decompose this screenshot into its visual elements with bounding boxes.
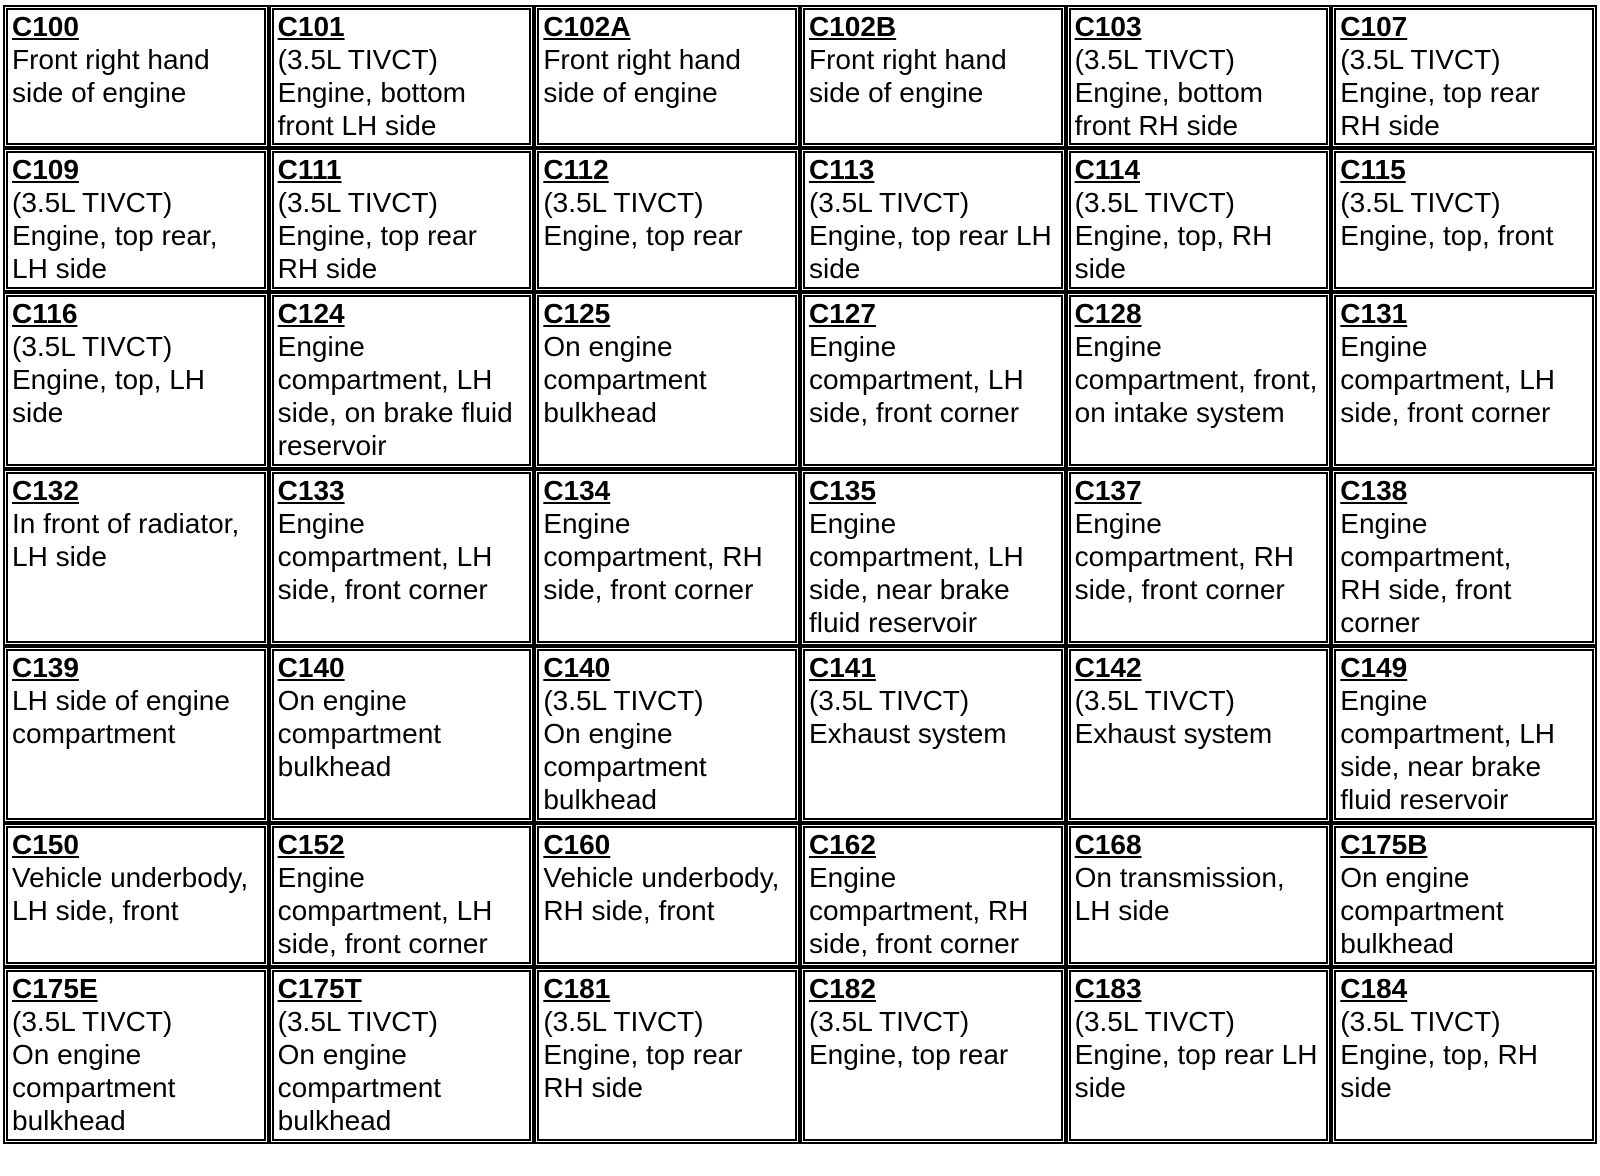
connector-code: C109: [12, 154, 79, 185]
connector-location-description: Vehicle underbody, RH side, front: [543, 862, 780, 926]
connector-code: C103: [1074, 11, 1142, 42]
connector-code: C100: [12, 11, 79, 42]
connector-cell: [534, 469, 800, 646]
table-row: [3, 967, 1597, 1144]
connector-cell: [3, 148, 269, 292]
connector-location-description: Engine compartment, LH side, front corner: [1340, 331, 1556, 428]
connector-location-description: (3.5L TIVCT) Engine, top, RH side: [1074, 187, 1273, 284]
connector-location-description: (3.5L TIVCT) Engine, top rear: [543, 187, 743, 251]
connector-location-description: (3.5L TIVCT) Engine, top rear, LH side: [12, 187, 218, 284]
connector-code: C124: [277, 298, 345, 329]
connector-cell: [800, 823, 1066, 967]
connector-location-description: LH side of engine compartment: [12, 685, 230, 749]
connector-location-description: On engine compartment bulkhead: [277, 685, 442, 782]
connector-cell: [269, 5, 535, 148]
connector-code: C133: [277, 475, 345, 506]
connector-location-description: (3.5L TIVCT) Engine, top rear LH side: [808, 187, 1052, 284]
connector-location-description: On engine compartment bulkhead: [1340, 862, 1504, 959]
connector-cell: [3, 5, 269, 148]
connector-location-description: Front right hand side of engine: [808, 44, 1007, 108]
connector-table-body: [3, 5, 1597, 1144]
connector-code: C134: [543, 475, 611, 506]
connector-location-description: (3.5L TIVCT) Engine, bottom front LH side: [277, 44, 466, 141]
connector-cell: [269, 292, 535, 469]
connector-code: C140: [277, 652, 345, 683]
connector-code: C111: [277, 154, 342, 185]
connector-code: C102B: [808, 11, 897, 42]
connector-cell: [1331, 5, 1597, 148]
connector-location-description: Engine compartment, LH side, front corner: [277, 508, 493, 605]
connector-cell: [800, 646, 1066, 823]
connector-code: C115: [1340, 154, 1406, 185]
connector-location-table: [3, 5, 1597, 1144]
connector-location-description: Engine compartment, RH side, front corner: [1340, 508, 1512, 638]
connector-cell: [1066, 646, 1332, 823]
connector-location-description: (3.5L TIVCT) Engine, top, front: [1340, 187, 1554, 251]
connector-cell: [269, 646, 535, 823]
connector-location-description: Engine compartment, RH side, front corner: [543, 508, 763, 605]
connector-code: C114: [1074, 154, 1141, 185]
connector-cell: [800, 469, 1066, 646]
connector-location-description: (3.5L TIVCT) Exhaust system: [1074, 685, 1273, 749]
table-row: [3, 148, 1597, 292]
connector-location-description: Engine compartment, LH side, front corner: [277, 862, 493, 959]
connector-code: C183: [1074, 973, 1142, 1004]
connector-location-description: Vehicle underbody, LH side, front: [12, 862, 249, 926]
connector-code: C175T: [277, 973, 362, 1004]
connector-code: C168: [1074, 829, 1142, 860]
connector-cell: [3, 823, 269, 967]
connector-cell: [1331, 823, 1597, 967]
connector-code: C139: [12, 652, 79, 683]
connector-cell: [269, 823, 535, 967]
connector-location-description: (3.5L TIVCT) Engine, bottom front RH side: [1074, 44, 1263, 141]
connector-location-description: Front right hand side of engine: [543, 44, 741, 108]
connector-code: C140: [543, 652, 611, 683]
connector-code: C127: [808, 298, 876, 329]
connector-cell: [1331, 469, 1597, 646]
connector-code: C160: [543, 829, 611, 860]
connector-cell: [534, 967, 800, 1144]
connector-location-description: In front of radiator, LH side: [12, 508, 240, 572]
connector-location-description: (3.5L TIVCT) Engine, top rear LH side: [1074, 1006, 1318, 1103]
connector-code: C175E: [12, 973, 98, 1004]
connector-cell: [3, 967, 269, 1144]
connector-cell: [1066, 967, 1332, 1144]
connector-location-description: (3.5L TIVCT) Engine, top, LH side: [12, 331, 206, 428]
connector-code: C182: [808, 973, 876, 1004]
connector-cell: [1066, 292, 1332, 469]
connector-location-description: (3.5L TIVCT) Engine, top rear RH side: [543, 1006, 743, 1103]
connector-cell: [800, 5, 1066, 148]
connector-code: C137: [1074, 475, 1142, 506]
connector-code: C125: [543, 298, 611, 329]
connector-location-description: (3.5L TIVCT) Engine, top rear: [808, 1006, 1009, 1070]
connector-code: C107: [1340, 11, 1408, 42]
table-row: [3, 5, 1597, 148]
connector-location-description: Engine compartment, LH side, near brake fluid reservoir: [1340, 685, 1556, 815]
connector-location-description: Engine compartment, LH side, near brake fluid reservoir: [808, 508, 1024, 638]
connector-code: C112: [543, 154, 609, 185]
connector-cell: [269, 148, 535, 292]
connector-cell: [534, 5, 800, 148]
connector-code: C135: [808, 475, 876, 506]
connector-code: C142: [1074, 652, 1142, 683]
connector-location-description: (3.5L TIVCT) On engine compartment bulkhead: [12, 1006, 176, 1136]
connector-location-description: (3.5L TIVCT) Engine, top rear RH side: [1340, 44, 1540, 141]
connector-code: C132: [12, 475, 79, 506]
connector-cell: [3, 646, 269, 823]
connector-cell: [3, 469, 269, 646]
connector-code: C101: [277, 11, 345, 42]
connector-location-description: (3.5L TIVCT) On engine compartment bulkhead: [277, 1006, 442, 1136]
connector-location-description: (3.5L TIVCT) Exhaust system: [808, 685, 1007, 749]
connector-code: C152: [277, 829, 345, 860]
connector-code: C102A: [543, 11, 631, 42]
connector-code: C113: [808, 154, 875, 185]
connector-code: C162: [808, 829, 876, 860]
connector-code: C116: [12, 298, 78, 329]
connector-cell: [3, 292, 269, 469]
connector-location-description: Front right hand side of engine: [12, 44, 210, 108]
connector-cell: [1066, 823, 1332, 967]
connector-cell: [269, 967, 535, 1144]
connector-code: C181: [543, 973, 611, 1004]
connector-cell: [534, 646, 800, 823]
connector-cell: [800, 148, 1066, 292]
connector-cell: [534, 823, 800, 967]
connector-cell: [800, 292, 1066, 469]
connector-cell: [1066, 148, 1332, 292]
connector-code: C138: [1340, 475, 1408, 506]
connector-location-description: (3.5L TIVCT) Engine, top rear RH side: [277, 187, 477, 284]
connector-cell: [534, 292, 800, 469]
connector-code: C131: [1340, 298, 1408, 329]
connector-location-description: Engine compartment, LH side, front corner: [808, 331, 1024, 428]
connector-location-description: On transmission, LH side: [1074, 862, 1285, 926]
connector-cell: [800, 967, 1066, 1144]
connector-cell: [1066, 5, 1332, 148]
connector-code: C149: [1340, 652, 1408, 683]
connector-location-description: Engine compartment, RH side, front corner: [1074, 508, 1295, 605]
connector-code: C184: [1340, 973, 1408, 1004]
connector-cell: [269, 469, 535, 646]
table-row: [3, 646, 1597, 823]
connector-cell: [1331, 967, 1597, 1144]
connector-code: C150: [12, 829, 79, 860]
connector-location-description: Engine compartment, RH side, front corner: [808, 862, 1029, 959]
connector-cell: [1331, 646, 1597, 823]
connector-location-description: Engine compartment, LH side, on brake fluid reservoir: [277, 331, 513, 461]
table-row: [3, 469, 1597, 646]
connector-location-description: Engine compartment, front, on intake system: [1074, 331, 1318, 428]
connector-code: C128: [1074, 298, 1142, 329]
connector-code: C141: [808, 652, 876, 683]
connector-location-description: (3.5L TIVCT) On engine compartment bulkhead: [543, 685, 707, 815]
connector-location-description: On engine compartment bulkhead: [543, 331, 707, 428]
connector-cell: [1066, 469, 1332, 646]
connector-code: C175B: [1340, 829, 1428, 860]
table-row: [3, 823, 1597, 967]
table-row: [3, 292, 1597, 469]
connector-cell: [1331, 292, 1597, 469]
connector-cell: [1331, 148, 1597, 292]
connector-cell: [534, 148, 800, 292]
connector-location-description: (3.5L TIVCT) Engine, top, RH side: [1340, 1006, 1538, 1103]
